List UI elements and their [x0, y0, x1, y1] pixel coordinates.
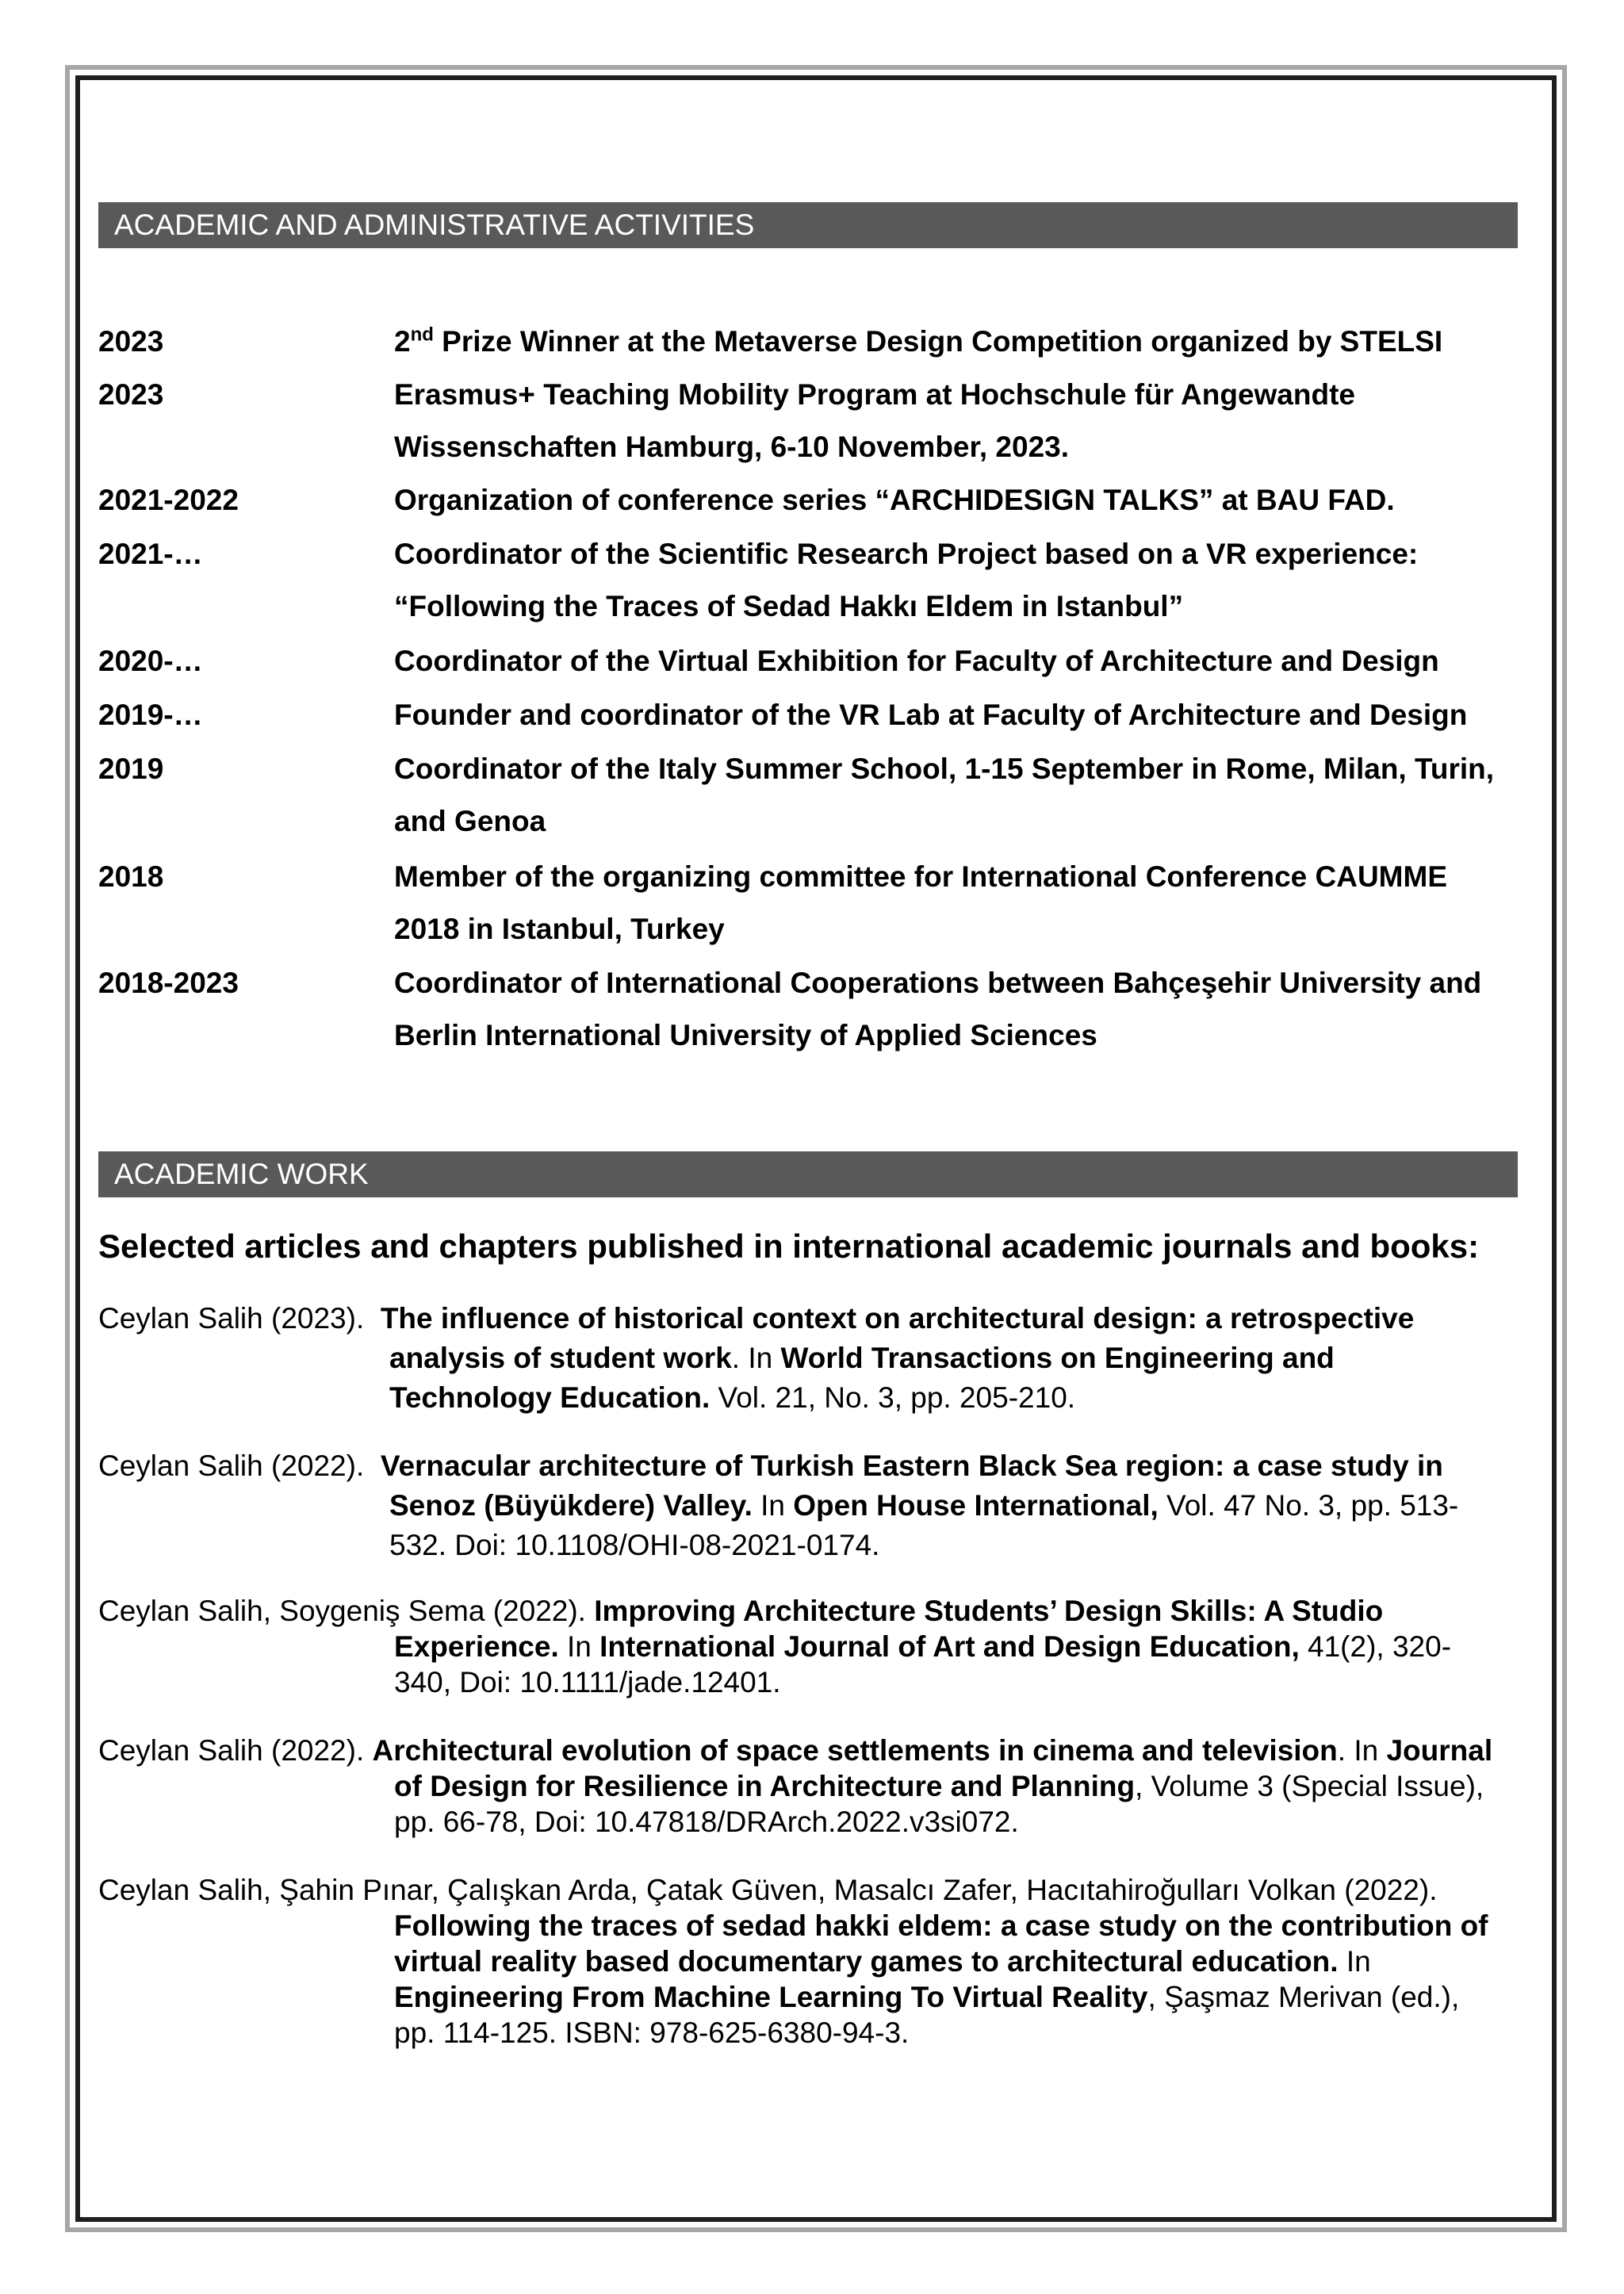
activity-year: 2018 [98, 860, 164, 893]
reference-author: Ceylan Salih, Soygeniş Sema (2022). [98, 1595, 586, 1627]
activity-year: 2021-2022 [98, 484, 239, 516]
reference-entry: Ceylan Salih (2022). Vernacular architecture of Turkish Eastern Black Sea region: a case study in Senoz (Büyükdere) Valley. In Open House International, Vol. 47 No. 3, pp. 513- 532. Doi: 10.1108/OHI-08-2021-0174. [98, 1450, 1459, 1561]
activity-year: 2020-… [98, 645, 203, 677]
reference-journal: Engineering From Machine Learning To Virtual Reality [394, 1981, 1148, 2013]
activity-year: 2021-… [98, 538, 203, 570]
activity-year: 2023 [98, 378, 164, 411]
section-header-academic-work: ACADEMIC WORK [98, 1151, 1518, 1197]
reference-title: The influence of historical context on architectural design: a retrospective [380, 1302, 1415, 1335]
reference-journal: Open House International, [793, 1489, 1159, 1522]
activity-description: Organization of conference series “ARCHIDESIGN TALKS” at BAU FAD. [394, 484, 1395, 516]
activity-year: 2019-… [98, 699, 203, 731]
reference-entry: Ceylan Salih (2022). Architectural evolution of space settlements in cinema and television. In Journal of Design for Resilience in Architecture and Planning, Volume 3 (Special Issue), pp. 66-78, Doi: 10.47818/DRArch.2022.v3si072. [98, 1734, 1493, 1838]
activity-year: 2019 [98, 753, 164, 785]
reference-journal: World Transactions on Engineering and [780, 1342, 1335, 1374]
reference-title: Vernacular architecture of Turkish Eastern Black Sea region: a case study in [380, 1450, 1443, 1482]
section-header-activities: ACADEMIC AND ADMINISTRATIVE ACTIVITIES [98, 202, 1518, 248]
activity-year: 2023 [98, 325, 164, 358]
reference-entry: Ceylan Salih, Şahin Pınar, Çalışkan Arda, Çatak Güven, Masalcı Zafer, Hacıtahiroğulları Volkan (2022). Following the traces of sedad hakki eldem: a case study on the contribution of virtual reality based documentary games to architectural education. In Engineering From Machine Learning To Virtual Reality, Şaşmaz Merivan (ed.), pp. 114-125. ISBN: 978-625-6380-94-3. [98, 1874, 1488, 2049]
reference-author: Ceylan Salih (2022). [98, 1734, 365, 1767]
reference-journal: International Journal of Art and Design Education, [599, 1630, 1300, 1663]
reference-journal: Journal [1386, 1734, 1493, 1767]
activity-description: Member of the organizing committee for International Conference CAUMME 2018 in Istanbul, Turkey [394, 860, 1448, 945]
reference-entry: Ceylan Salih, Soygeniş Sema (2022). Improving Architecture Students’ Design Skills: A Studio Experience. In International Journal of Art and Design Education, 41(2), 320- 340, Doi: 10.1111/jade.12401. [98, 1595, 1452, 1698]
activity-year: 2018-2023 [98, 967, 239, 999]
activity-description: 2nd Prize Winner at the Metaverse Design Competition organized by STELSI [394, 324, 1443, 358]
activity-description: Founder and coordinator of the VR Lab at Faculty of Architecture and Design [394, 699, 1468, 731]
reference-entry: Ceylan Salih (2023). The influence of historical context on architectural design: a retrospective analysis of student work. In World Transactions on Engineering and Technology Education. Vol. 21, No. 3, pp. 205-210. [98, 1302, 1415, 1414]
activity-description: Erasmus+ Teaching Mobility Program at Hochschule für Angewandte Wissenschaften Hamburg, 6-10 November, 2023. [394, 378, 1355, 463]
reference-author: Ceylan Salih (2022). [98, 1450, 365, 1482]
activity-description: Coordinator of International Cooperations between Bahçeşehir University and Berlin International University of Applied Sciences [394, 967, 1482, 1051]
reference-title: Following the traces of sedad hakki eldem: a case study on the contribution of [394, 1909, 1488, 1942]
activity-description: Coordinator of the Italy Summer School, 1-15 September in Rome, Milan, Turin, and Genoa [394, 753, 1495, 837]
reference-author: Ceylan Salih (2023). [98, 1302, 365, 1335]
reference-author: Ceylan Salih, Şahin Pınar, Çalışkan Arda, Çatak Güven, Masalcı Zafer, Hacıtahiroğulları Volkan (2022). [98, 1874, 1438, 1906]
activity-description: Coordinator of the Virtual Exhibition for Faculty of Architecture and Design [394, 645, 1439, 677]
publications-subheading: Selected articles and chapters published in international academic journals and books: [98, 1227, 1480, 1265]
reference-title: Improving Architecture Students’ Design Skills: A Studio [594, 1595, 1384, 1627]
activity-description: Coordinator of the Scientific Research Project based on a VR experience: “Following the Traces of Sedad Hakkı Eldem in Istanbul” [394, 538, 1419, 622]
reference-title: Architectural evolution of space settlements in cinema and television [372, 1734, 1338, 1767]
